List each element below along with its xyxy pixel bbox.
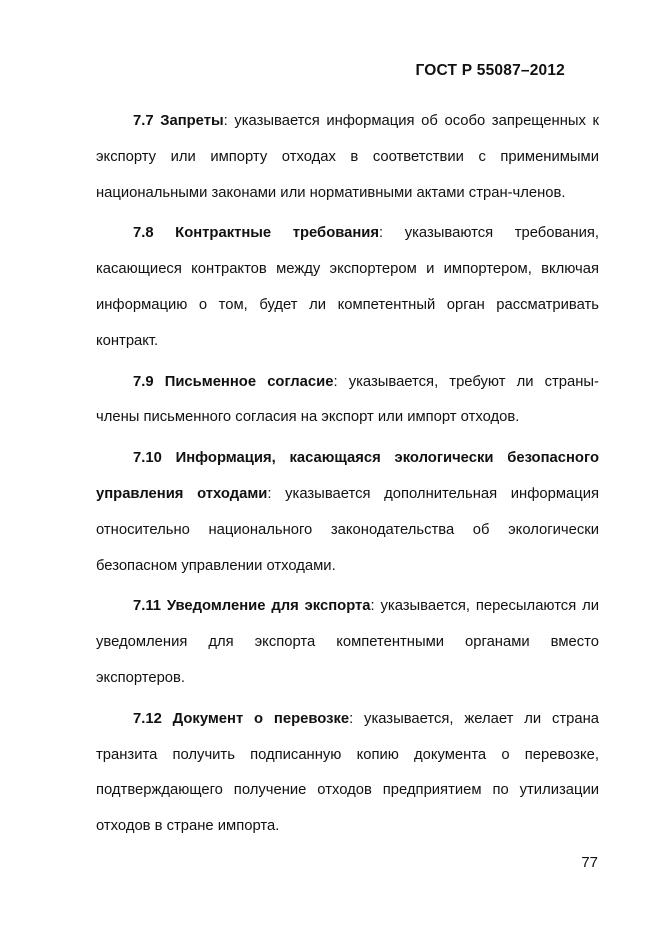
section-title: Информация, касающаяся экологически безопасного управления отходами bbox=[96, 450, 599, 502]
section-number: 7.11 bbox=[133, 598, 161, 615]
section-number: 7.7 bbox=[133, 113, 154, 129]
section-number: 7.9 bbox=[133, 373, 154, 390]
section-number: 7.10 bbox=[133, 450, 162, 467]
section-title: Уведомление для экспорта bbox=[166, 598, 371, 615]
section-7-9: 7.9 Письменное согласие: указывается, требуют ли страны-члены письменного согласия на экспорт или импорт отходов. bbox=[96, 373, 599, 426]
section-text: указывается, желает ли страна транзита получить подписанную копию документа о перевозке, подтверждающего получение отходов предприятием по утилизации отходов в стране импорта. bbox=[96, 710, 599, 835]
section-text: указывается, требуют ли страны-члены письменного согласия на экспорт или импорт отходов. bbox=[96, 373, 599, 426]
document-header: ГОСТ Р 55087–2012 bbox=[415, 62, 565, 79]
section-text: указывается информация об особо запрещенных к экспорту или импорту отходах в соответствии с применимыми национальными законами или нормативными актами стран-членов. bbox=[96, 113, 599, 201]
section-text: указываются требования, касающиеся контрактов между экспортером и импортером, включая информацию о том, будет ли компетентный орган рассматривать контракт. bbox=[96, 225, 599, 349]
section-7-11: 7.11 Уведомление для экспорта: указывается, пересылаются ли уведомления для экспорта компетентными органами вместо экспортеров. bbox=[96, 598, 599, 686]
section-heading bbox=[133, 598, 371, 614]
section-7-8: 7.8 Контрактные требования: указываются требования, касающиеся контрактов между экспортером и импортером, включая информацию о том, будет ли компетентный орган рассматривать контракт. bbox=[96, 225, 599, 349]
section-7-7: 7.7 Запреты: указывается информация об особо запрещенных к экспорту или импорту отходах в соответствии с применимыми национальными законами или нормативными актами стран-членов. bbox=[96, 113, 599, 201]
section-title: Контрактные требования bbox=[175, 225, 380, 242]
section-7-12: 7.12 Документ о перевозке: указывается, желает ли страна транзита получить подписанную копию документа о перевозке, подтверждающего получение отходов предприятием по утилизации отходов в стране импорта. bbox=[96, 710, 599, 835]
document-body bbox=[96, 104, 599, 850]
section-heading bbox=[133, 113, 224, 129]
section-number: 7.12 bbox=[133, 710, 162, 727]
section-heading bbox=[133, 711, 349, 727]
section-title: Запреты bbox=[160, 113, 224, 129]
page-number: 77 bbox=[581, 854, 598, 871]
section-heading bbox=[133, 225, 379, 241]
section-number: 7.8 bbox=[133, 225, 154, 242]
section-text: указывается, пересылаются ли уведомления для экспорта компетентными органами вместо экспортеров. bbox=[96, 598, 599, 686]
section-heading bbox=[133, 374, 333, 390]
section-title: Письменное согласие bbox=[164, 373, 334, 390]
section-title: Документ о перевозке bbox=[172, 710, 350, 727]
section-text: указывается дополнительная информация относительно национального законодательства об экологически безопасном управлении отходами. bbox=[96, 485, 599, 574]
section-7-10: 7.10 Информация, касающаяся экологически безопасного управления отходами: указывается дополнительная информация относительно национального законодательства об экологически безопасном управлении отходами. bbox=[96, 450, 599, 574]
